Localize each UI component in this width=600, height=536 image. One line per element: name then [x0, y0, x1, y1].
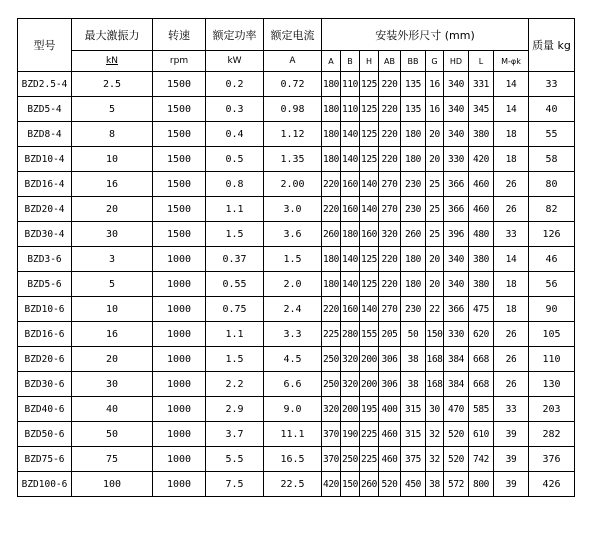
dim-header-hd: HD — [444, 51, 469, 72]
cell-model: BZD30-4 — [18, 222, 72, 247]
cell-model: BZD16-6 — [18, 322, 72, 347]
cell-max-force: 20 — [72, 197, 153, 222]
cell-hd: 330 — [444, 322, 469, 347]
cell-current: 2.0 — [264, 272, 322, 297]
cell-h: 125 — [360, 97, 379, 122]
cell-g: 25 — [426, 197, 444, 222]
cell-hd: 520 — [444, 422, 469, 447]
cell-max-force: 30 — [72, 372, 153, 397]
table-row — [18, 472, 575, 497]
cell-model: BZD50-6 — [18, 422, 72, 447]
cell-mass: 282 — [529, 422, 575, 447]
cell-speed: 1500 — [153, 72, 206, 97]
cell-speed: 1000 — [153, 397, 206, 422]
cell-mass: 82 — [529, 197, 575, 222]
cell-current: 4.5 — [264, 347, 322, 372]
cell-model: BZD5-4 — [18, 97, 72, 122]
cell-ab: 270 — [379, 172, 401, 197]
cell-ab: 220 — [379, 247, 401, 272]
cell-m-phik: 14 — [494, 247, 529, 272]
cell-model: BZD20-6 — [18, 347, 72, 372]
cell-g: 20 — [426, 272, 444, 297]
cell-b: 190 — [341, 422, 360, 447]
cell-mass: 58 — [529, 147, 575, 172]
cell-g: 150 — [426, 322, 444, 347]
cell-h: 200 — [360, 372, 379, 397]
table-row — [18, 447, 575, 472]
cell-mass: 130 — [529, 372, 575, 397]
cell-g: 16 — [426, 72, 444, 97]
cell-a: 225 — [322, 322, 341, 347]
cell-power: 1.1 — [206, 197, 264, 222]
cell-ab: 270 — [379, 297, 401, 322]
cell-bb: 135 — [401, 97, 426, 122]
cell-hd: 396 — [444, 222, 469, 247]
cell-a: 220 — [322, 197, 341, 222]
cell-model: BZD16-4 — [18, 172, 72, 197]
cell-bb: 450 — [401, 472, 426, 497]
cell-b: 200 — [341, 397, 360, 422]
cell-g: 32 — [426, 422, 444, 447]
cell-m-phik: 26 — [494, 347, 529, 372]
cell-speed: 1000 — [153, 372, 206, 397]
cell-m-phik: 18 — [494, 272, 529, 297]
cell-l: 460 — [469, 197, 494, 222]
cell-mass: 126 — [529, 222, 575, 247]
cell-current: 22.5 — [264, 472, 322, 497]
cell-hd: 520 — [444, 447, 469, 472]
table-row — [18, 272, 575, 297]
cell-bb: 230 — [401, 197, 426, 222]
cell-current: 1.12 — [264, 122, 322, 147]
cell-bb: 135 — [401, 72, 426, 97]
cell-hd: 340 — [444, 247, 469, 272]
header-install-dimensions: 安装外形尺寸 (mm) — [322, 19, 529, 51]
cell-hd: 340 — [444, 72, 469, 97]
unit-max-force-text: kN — [106, 56, 118, 66]
cell-m-phik: 39 — [494, 472, 529, 497]
cell-max-force: 5 — [72, 97, 153, 122]
cell-l: 420 — [469, 147, 494, 172]
cell-h: 225 — [360, 447, 379, 472]
cell-bb: 375 — [401, 447, 426, 472]
cell-max-force: 10 — [72, 147, 153, 172]
cell-power: 0.2 — [206, 72, 264, 97]
header-model: 型号 — [18, 19, 72, 72]
cell-max-force: 8 — [72, 122, 153, 147]
cell-ab: 306 — [379, 372, 401, 397]
cell-hd: 384 — [444, 347, 469, 372]
cell-current: 0.98 — [264, 97, 322, 122]
cell-g: 32 — [426, 447, 444, 472]
cell-h: 125 — [360, 272, 379, 297]
cell-a: 180 — [322, 272, 341, 297]
cell-power: 0.37 — [206, 247, 264, 272]
cell-power: 0.8 — [206, 172, 264, 197]
cell-bb: 230 — [401, 297, 426, 322]
cell-max-force: 5 — [72, 272, 153, 297]
cell-model: BZD10-4 — [18, 147, 72, 172]
cell-h: 140 — [360, 297, 379, 322]
cell-l: 380 — [469, 122, 494, 147]
cell-h: 140 — [360, 172, 379, 197]
cell-speed: 1500 — [153, 197, 206, 222]
cell-m-phik: 26 — [494, 322, 529, 347]
cell-a: 420 — [322, 472, 341, 497]
cell-h: 260 — [360, 472, 379, 497]
cell-g: 25 — [426, 222, 444, 247]
cell-g: 25 — [426, 172, 444, 197]
cell-power: 0.55 — [206, 272, 264, 297]
cell-b: 140 — [341, 122, 360, 147]
cell-m-phik: 18 — [494, 147, 529, 172]
cell-ab: 460 — [379, 447, 401, 472]
cell-bb: 180 — [401, 247, 426, 272]
cell-speed: 1000 — [153, 347, 206, 372]
cell-speed: 1500 — [153, 172, 206, 197]
unit-max-force — [72, 51, 153, 72]
cell-mass: 80 — [529, 172, 575, 197]
cell-a: 180 — [322, 72, 341, 97]
cell-ab: 205 — [379, 322, 401, 347]
cell-mass: 55 — [529, 122, 575, 147]
cell-current: 1.5 — [264, 247, 322, 272]
cell-model: BZD5-6 — [18, 272, 72, 297]
cell-b: 140 — [341, 272, 360, 297]
cell-speed: 1000 — [153, 322, 206, 347]
table-row — [18, 97, 575, 122]
cell-a: 370 — [322, 422, 341, 447]
cell-b: 150 — [341, 472, 360, 497]
cell-h: 195 — [360, 397, 379, 422]
cell-l: 800 — [469, 472, 494, 497]
cell-mass: 33 — [529, 72, 575, 97]
cell-current: 2.4 — [264, 297, 322, 322]
cell-b: 140 — [341, 247, 360, 272]
cell-h: 155 — [360, 322, 379, 347]
cell-hd: 340 — [444, 97, 469, 122]
cell-speed: 1000 — [153, 247, 206, 272]
dim-header-h: H — [360, 51, 379, 72]
cell-mass: 40 — [529, 97, 575, 122]
cell-bb: 38 — [401, 372, 426, 397]
cell-l: 742 — [469, 447, 494, 472]
table-row — [18, 347, 575, 372]
dim-header-bb: BB — [401, 51, 426, 72]
cell-model: BZD3-6 — [18, 247, 72, 272]
cell-g: 38 — [426, 472, 444, 497]
cell-current: 9.0 — [264, 397, 322, 422]
cell-hd: 384 — [444, 372, 469, 397]
cell-max-force: 40 — [72, 397, 153, 422]
cell-b: 110 — [341, 72, 360, 97]
cell-max-force: 10 — [72, 297, 153, 322]
cell-ab: 400 — [379, 397, 401, 422]
cell-a: 180 — [322, 147, 341, 172]
cell-power: 0.5 — [206, 147, 264, 172]
cell-ab: 320 — [379, 222, 401, 247]
spec-table-body — [18, 72, 575, 497]
cell-h: 125 — [360, 122, 379, 147]
dim-header-m-phik: M-φk — [494, 51, 529, 72]
cell-hd: 366 — [444, 197, 469, 222]
cell-ab: 520 — [379, 472, 401, 497]
cell-ab: 220 — [379, 97, 401, 122]
cell-hd: 572 — [444, 472, 469, 497]
cell-l: 620 — [469, 322, 494, 347]
cell-b: 110 — [341, 97, 360, 122]
cell-current: 3.6 — [264, 222, 322, 247]
cell-mass: 110 — [529, 347, 575, 372]
cell-ab: 220 — [379, 272, 401, 297]
table-row — [18, 422, 575, 447]
header-speed: 转速 — [153, 19, 206, 51]
cell-a: 250 — [322, 372, 341, 397]
cell-current: 2.00 — [264, 172, 322, 197]
cell-current: 6.6 — [264, 372, 322, 397]
cell-g: 16 — [426, 97, 444, 122]
cell-m-phik: 14 — [494, 97, 529, 122]
cell-a: 260 — [322, 222, 341, 247]
cell-model: BZD75-6 — [18, 447, 72, 472]
cell-l: 668 — [469, 372, 494, 397]
cell-m-phik: 26 — [494, 172, 529, 197]
cell-hd: 470 — [444, 397, 469, 422]
cell-power: 5.5 — [206, 447, 264, 472]
cell-g: 20 — [426, 122, 444, 147]
spec-table-container — [17, 18, 575, 497]
cell-speed: 1000 — [153, 472, 206, 497]
header-power: 额定功率 — [206, 19, 264, 51]
table-row — [18, 397, 575, 422]
cell-current: 3.0 — [264, 197, 322, 222]
cell-power: 7.5 — [206, 472, 264, 497]
cell-h: 125 — [360, 72, 379, 97]
cell-max-force: 20 — [72, 347, 153, 372]
cell-bb: 180 — [401, 272, 426, 297]
table-row — [18, 322, 575, 347]
cell-model: BZD40-6 — [18, 397, 72, 422]
cell-model: BZD2.5-4 — [18, 72, 72, 97]
cell-speed: 1500 — [153, 147, 206, 172]
cell-m-phik: 39 — [494, 422, 529, 447]
cell-a: 320 — [322, 397, 341, 422]
cell-m-phik: 26 — [494, 372, 529, 397]
cell-speed: 1000 — [153, 297, 206, 322]
cell-m-phik: 33 — [494, 397, 529, 422]
cell-h: 125 — [360, 247, 379, 272]
unit-power: kW — [206, 51, 264, 72]
cell-l: 460 — [469, 172, 494, 197]
cell-l: 345 — [469, 97, 494, 122]
cell-max-force: 75 — [72, 447, 153, 472]
cell-mass: 105 — [529, 322, 575, 347]
cell-b: 280 — [341, 322, 360, 347]
dim-header-l: L — [469, 51, 494, 72]
cell-mass: 46 — [529, 247, 575, 272]
cell-hd: 340 — [444, 122, 469, 147]
cell-b: 160 — [341, 172, 360, 197]
cell-power: 0.75 — [206, 297, 264, 322]
cell-current: 11.1 — [264, 422, 322, 447]
cell-speed: 1000 — [153, 422, 206, 447]
cell-l: 475 — [469, 297, 494, 322]
header-max-force: 最大激振力 — [72, 19, 153, 51]
cell-b: 320 — [341, 372, 360, 397]
cell-l: 610 — [469, 422, 494, 447]
cell-g: 30 — [426, 397, 444, 422]
cell-bb: 230 — [401, 172, 426, 197]
cell-b: 320 — [341, 347, 360, 372]
cell-max-force: 16 — [72, 322, 153, 347]
cell-max-force: 3 — [72, 247, 153, 272]
cell-a: 180 — [322, 97, 341, 122]
cell-hd: 366 — [444, 297, 469, 322]
unit-current: A — [264, 51, 322, 72]
cell-a: 180 — [322, 247, 341, 272]
cell-m-phik: 26 — [494, 197, 529, 222]
cell-speed: 1500 — [153, 97, 206, 122]
cell-b: 160 — [341, 197, 360, 222]
cell-mass: 56 — [529, 272, 575, 297]
cell-g: 20 — [426, 147, 444, 172]
cell-h: 160 — [360, 222, 379, 247]
cell-bb: 38 — [401, 347, 426, 372]
cell-l: 480 — [469, 222, 494, 247]
cell-l: 331 — [469, 72, 494, 97]
cell-model: BZD100-6 — [18, 472, 72, 497]
dim-header-a: A — [322, 51, 341, 72]
table-row — [18, 372, 575, 397]
cell-g: 20 — [426, 247, 444, 272]
cell-l: 380 — [469, 272, 494, 297]
cell-hd: 330 — [444, 147, 469, 172]
cell-bb: 180 — [401, 147, 426, 172]
cell-speed: 1000 — [153, 272, 206, 297]
cell-power: 0.4 — [206, 122, 264, 147]
cell-bb: 315 — [401, 422, 426, 447]
spec-table — [17, 18, 575, 497]
cell-l: 668 — [469, 347, 494, 372]
dim-header-g: G — [426, 51, 444, 72]
cell-power: 3.7 — [206, 422, 264, 447]
table-row — [18, 247, 575, 272]
cell-max-force: 2.5 — [72, 72, 153, 97]
header-current: 额定电流 — [264, 19, 322, 51]
cell-speed: 1500 — [153, 122, 206, 147]
cell-power: 1.1 — [206, 322, 264, 347]
cell-max-force: 50 — [72, 422, 153, 447]
cell-power: 1.5 — [206, 347, 264, 372]
cell-bb: 315 — [401, 397, 426, 422]
cell-ab: 460 — [379, 422, 401, 447]
cell-m-phik: 33 — [494, 222, 529, 247]
cell-bb: 50 — [401, 322, 426, 347]
cell-max-force: 30 — [72, 222, 153, 247]
cell-h: 200 — [360, 347, 379, 372]
cell-a: 370 — [322, 447, 341, 472]
cell-power: 1.5 — [206, 222, 264, 247]
cell-speed: 1000 — [153, 447, 206, 472]
cell-h: 125 — [360, 147, 379, 172]
cell-ab: 220 — [379, 147, 401, 172]
cell-m-phik: 18 — [494, 122, 529, 147]
cell-b: 160 — [341, 297, 360, 322]
cell-power: 2.2 — [206, 372, 264, 397]
cell-m-phik: 39 — [494, 447, 529, 472]
cell-m-phik: 18 — [494, 297, 529, 322]
cell-g: 168 — [426, 347, 444, 372]
cell-mass: 203 — [529, 397, 575, 422]
table-row — [18, 222, 575, 247]
cell-l: 585 — [469, 397, 494, 422]
cell-b: 250 — [341, 447, 360, 472]
cell-max-force: 16 — [72, 172, 153, 197]
cell-current: 3.3 — [264, 322, 322, 347]
unit-speed: rpm — [153, 51, 206, 72]
dim-header-b: B — [341, 51, 360, 72]
cell-a: 250 — [322, 347, 341, 372]
table-row — [18, 172, 575, 197]
cell-model: BZD10-6 — [18, 297, 72, 322]
cell-a: 180 — [322, 122, 341, 147]
dim-header-ab: AB — [379, 51, 401, 72]
cell-ab: 220 — [379, 122, 401, 147]
table-row — [18, 122, 575, 147]
cell-h: 140 — [360, 197, 379, 222]
cell-b: 140 — [341, 147, 360, 172]
cell-ab: 220 — [379, 72, 401, 97]
cell-a: 220 — [322, 172, 341, 197]
cell-bb: 180 — [401, 122, 426, 147]
cell-power: 2.9 — [206, 397, 264, 422]
cell-hd: 366 — [444, 172, 469, 197]
cell-g: 168 — [426, 372, 444, 397]
cell-m-phik: 14 — [494, 72, 529, 97]
table-row — [18, 297, 575, 322]
cell-hd: 340 — [444, 272, 469, 297]
cell-max-force: 100 — [72, 472, 153, 497]
cell-mass: 376 — [529, 447, 575, 472]
cell-mass: 90 — [529, 297, 575, 322]
cell-ab: 270 — [379, 197, 401, 222]
cell-b: 180 — [341, 222, 360, 247]
cell-power: 0.3 — [206, 97, 264, 122]
cell-l: 380 — [469, 247, 494, 272]
table-row — [18, 72, 575, 97]
cell-speed: 1500 — [153, 222, 206, 247]
header-mass: 质量 kg — [529, 19, 575, 72]
cell-current: 0.72 — [264, 72, 322, 97]
cell-model: BZD8-4 — [18, 122, 72, 147]
cell-a: 220 — [322, 297, 341, 322]
cell-mass: 426 — [529, 472, 575, 497]
cell-ab: 306 — [379, 347, 401, 372]
cell-current: 1.35 — [264, 147, 322, 172]
table-row — [18, 197, 575, 222]
cell-h: 225 — [360, 422, 379, 447]
cell-model: BZD30-6 — [18, 372, 72, 397]
cell-model: BZD20-4 — [18, 197, 72, 222]
cell-current: 16.5 — [264, 447, 322, 472]
table-row — [18, 147, 575, 172]
cell-g: 22 — [426, 297, 444, 322]
cell-bb: 260 — [401, 222, 426, 247]
